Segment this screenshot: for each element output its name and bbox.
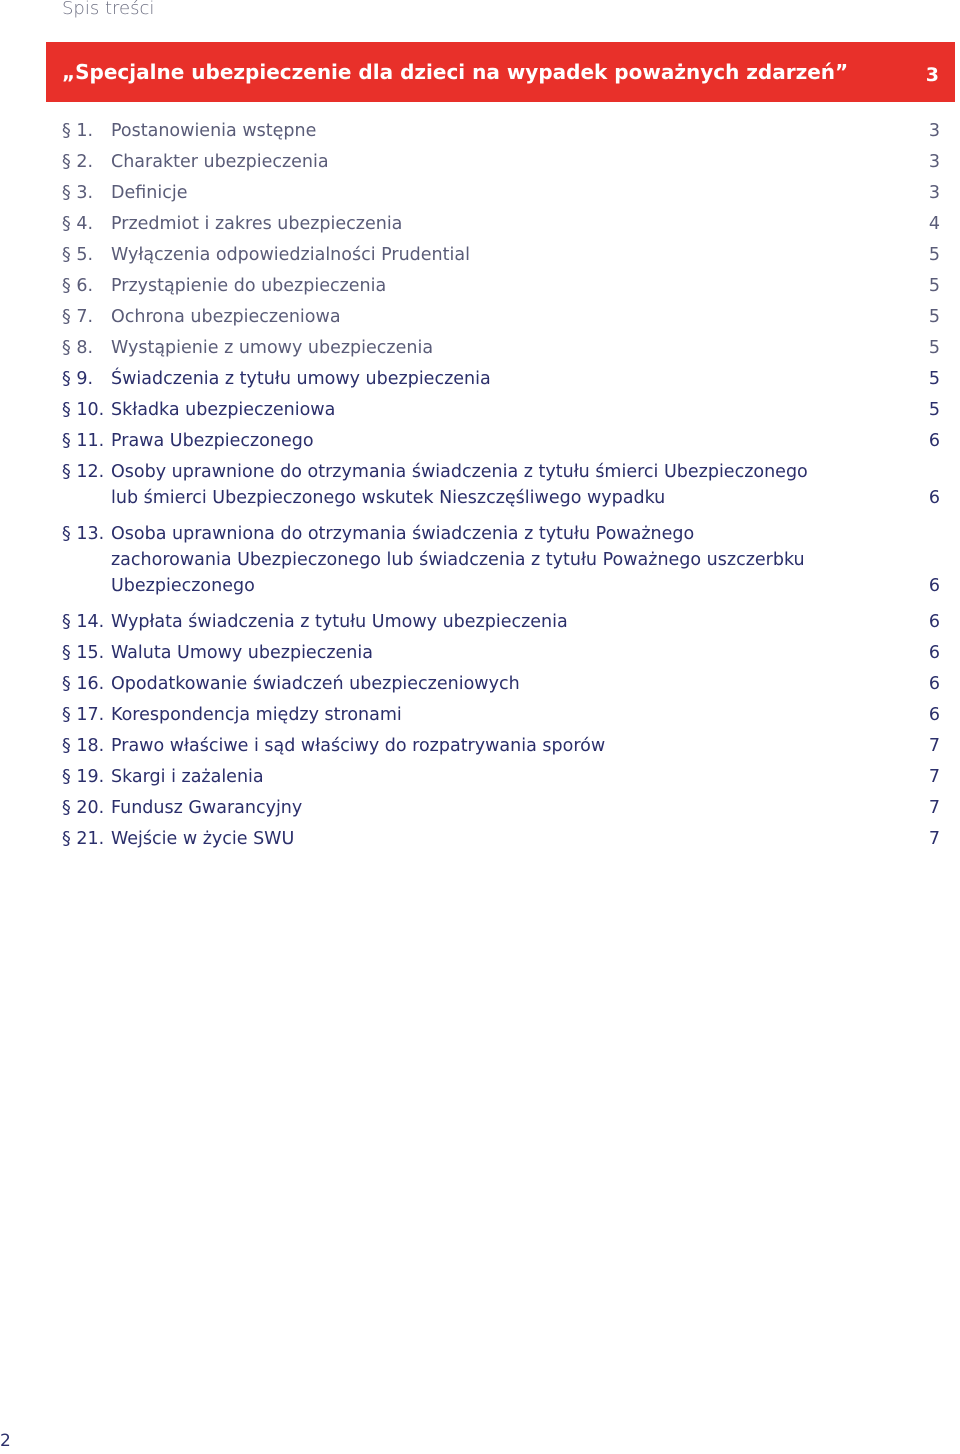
toc-item-page: 6 [928, 612, 940, 632]
toc-item-title: Osoby uprawnione do otrzymania świadczenia z tytułu śmierci Ubezpieczonego lub śmierci Ubezpieczonego wskutek Nieszczęśliwego wypadku [111, 462, 808, 508]
toc-item-page: 7 [928, 798, 940, 818]
toc-item-title: Składka ubezpieczeniowa [111, 400, 336, 420]
toc-item-number: § 18. [62, 736, 105, 756]
toc-item-number: § 6. [62, 276, 94, 296]
toc-item-number: § 21. [62, 829, 105, 849]
toc-item-9[interactable] [62, 366, 942, 397]
toc-item-page: 6 [928, 488, 940, 508]
toc-item-page: 5 [928, 276, 940, 296]
toc-item-page: 6 [928, 643, 940, 663]
toc-item-title: Prawo właściwe i sąd właściwy do rozpatrywania sporów [111, 736, 606, 756]
toc-item-page: 5 [928, 369, 940, 389]
toc-item-number: § 15. [62, 643, 105, 663]
toc-item-title: Fundusz Gwarancyjny [111, 798, 303, 818]
toc-item-1[interactable] [62, 118, 942, 149]
toc-item-page: 5 [928, 245, 940, 265]
toc-item-title: Wypłata świadczenia z tytułu Umowy ubezpieczenia [111, 612, 568, 632]
toc-item-14[interactable] [62, 609, 942, 640]
banner-title: „Specjalne ubezpieczenie dla dzieci na wypadek poważnych zdarzeń” [62, 60, 849, 84]
toc-item-page: 7 [928, 767, 940, 787]
toc-item-number: § 14. [62, 612, 105, 632]
toc-item-12[interactable] [62, 459, 942, 521]
toc-item-title: Charakter ubezpieczenia [111, 152, 329, 172]
toc-item-page: 6 [928, 674, 940, 694]
footer-page-number: 2 [0, 1431, 11, 1451]
toc-item-page: 3 [928, 183, 940, 203]
toc-item-number: § 17. [62, 705, 105, 725]
toc-item-10[interactable] [62, 397, 942, 428]
toc-item-16[interactable] [62, 671, 942, 702]
toc-item-page: 6 [928, 705, 940, 725]
toc-item-number: § 20. [62, 798, 105, 818]
toc-item-title: Prawa Ubezpieczonego [111, 431, 314, 451]
toc-item-title: Postanowienia wstępne [111, 121, 317, 141]
toc-item-title: Ochrona ubezpieczeniowa [111, 307, 341, 327]
toc-item-page: 7 [928, 829, 940, 849]
toc-item-2[interactable] [62, 149, 942, 180]
section-banner [46, 42, 955, 102]
toc-item-number: § 2. [62, 152, 94, 172]
toc-item-number: § 12. [62, 462, 105, 482]
toc-item-number: § 13. [62, 524, 105, 544]
toc-item-number: § 3. [62, 183, 94, 203]
toc-item-title: Wystąpienie z umowy ubezpieczenia [111, 338, 434, 358]
toc-item-page: 7 [928, 736, 940, 756]
toc-item-page: 6 [928, 576, 940, 596]
toc-item-title: Osoba uprawniona do otrzymania świadczenia z tytułu Poważnego zachorowania Ubezpieczonego lub świadczenia z tytułu Poważnego uszczerbku Ubezpieczonego [111, 524, 805, 596]
toc-item-8[interactable] [62, 335, 942, 366]
toc-item-page: 3 [928, 121, 940, 141]
toc-item-number: § 11. [62, 431, 105, 451]
toc-item-number: § 9. [62, 369, 94, 389]
toc-item-title: Definicje [111, 183, 188, 203]
toc-item-19[interactable] [62, 764, 942, 795]
toc-item-20[interactable] [62, 795, 942, 826]
toc-item-6[interactable] [62, 273, 942, 304]
toc-item-number: § 7. [62, 307, 94, 327]
toc-item-title: Wejście w życie SWU [111, 829, 295, 849]
toc-item-title: Przystąpienie do ubezpieczenia [111, 276, 387, 296]
toc-item-13[interactable] [62, 521, 942, 609]
banner-page-number: 3 [925, 64, 939, 86]
toc-item-page: 4 [928, 214, 940, 234]
toc-item-page: 5 [928, 307, 940, 327]
toc-item-4[interactable] [62, 211, 942, 242]
table-of-contents [62, 118, 942, 857]
toc-item-18[interactable] [62, 733, 942, 764]
toc-item-number: § 8. [62, 338, 94, 358]
toc-item-7[interactable] [62, 304, 942, 335]
toc-item-number: § 5. [62, 245, 94, 265]
toc-item-number: § 10. [62, 400, 105, 420]
toc-item-5[interactable] [62, 242, 942, 273]
toc-item-page: 3 [928, 152, 940, 172]
toc-item-page: 5 [928, 400, 940, 420]
toc-item-3[interactable] [62, 180, 942, 211]
toc-item-11[interactable] [62, 428, 942, 459]
toc-item-title: Opodatkowanie świadczeń ubezpieczeniowych [111, 674, 520, 694]
toc-item-17[interactable] [62, 702, 942, 733]
toc-item-title: Skargi i zażalenia [111, 767, 264, 787]
toc-item-21[interactable] [62, 826, 942, 857]
toc-item-title: Wyłączenia odpowiedzialności Prudential [111, 245, 470, 265]
toc-item-number: § 16. [62, 674, 105, 694]
toc-item-number: § 19. [62, 767, 105, 787]
toc-item-number: § 1. [62, 121, 94, 141]
toc-item-title: Waluta Umowy ubezpieczenia [111, 643, 373, 663]
toc-item-title: Przedmiot i zakres ubezpieczenia [111, 214, 403, 234]
toc-item-title: Korespondencja między stronami [111, 705, 402, 725]
page-heading: Spis treści [62, 0, 155, 19]
toc-item-15[interactable] [62, 640, 942, 671]
toc-item-page: 5 [928, 338, 940, 358]
toc-item-page: 6 [928, 431, 940, 451]
toc-item-number: § 4. [62, 214, 94, 234]
toc-item-title: Świadczenia z tytułu umowy ubezpieczenia [111, 369, 491, 389]
